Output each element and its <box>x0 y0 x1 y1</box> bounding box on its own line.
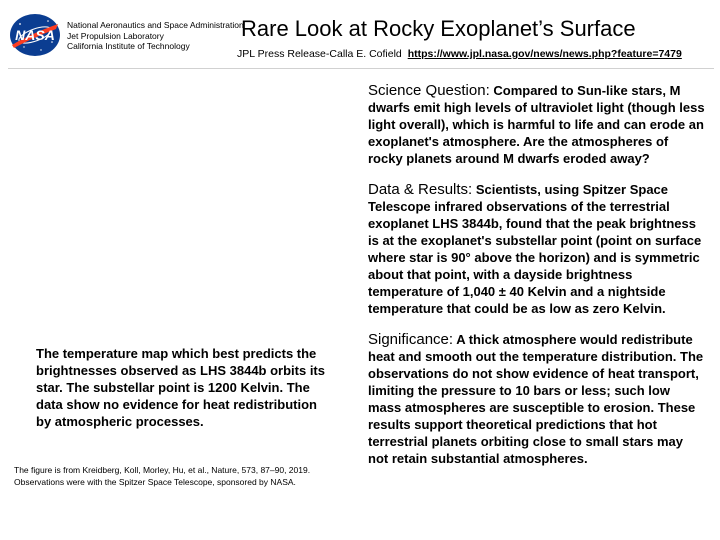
section-body: Telescope infrared observations of the terrestrial exoplanet LHS 3844b, found that the peak brightness is at the exoplanet's substellar point (point on surface where star is 90° above the horizon) and is symmetric about that point, with a dayside brightness temperature of 1,040 ± 40 Kelvin and a nightside temperature that could be as low as zero Kelvin. <box>368 199 702 316</box>
content-column <box>368 82 706 467</box>
credit-line <box>237 48 682 60</box>
section-body: redistribute heat and smooth out the temperature distribution. The observations do not show evidence of heat transport, limiting the pressure to 10 bars or less; such low mass atmospheres are susceptible to erosion. These results support theoretical predictions that hot terrestrial planets orbiting close to small stars may not retain substantial atmospheres. <box>368 332 704 466</box>
section-data-results <box>368 181 706 317</box>
org-line-2: Jet Propulsion Laboratory <box>67 30 164 41</box>
org-line-3: California Institute of Technology <box>67 41 190 51</box>
section-heading: Significance: <box>368 331 454 348</box>
section-heading: Science Question: <box>368 82 490 99</box>
figure-caption: The temperature map which best predicts the brightnesses observed as LHS 3844b orbits its star. The substellar point is 1200 Kelvin. The data show no evidence for heat redistribution by atmospheric processes. <box>36 346 325 429</box>
org-line-1: National Aeronautics and Space Administration <box>67 20 244 30</box>
header-divider <box>8 68 714 69</box>
section-significance <box>368 331 706 467</box>
nasa-logo <box>8 12 62 58</box>
page-title: Rare Look at Rocky Exoplanet’s Surface <box>241 16 636 41</box>
section-lead: A thick atmosphere would <box>456 332 618 347</box>
section-heading: Data & Results: <box>368 181 473 198</box>
section-lead: Scientists, using Spitzer Space <box>475 182 669 197</box>
section-body: M dwarfs emit high levels of ultraviolet light (though less light overall), which is harmful to life and can erode an exoplanet's atmosphere. Are the atmospheres of rocky planets around M dwarfs eroded away? <box>368 83 705 166</box>
logo-wordmark: NASA <box>15 27 55 43</box>
credit-text: JPL Press Release-Calla E. Cofield <box>237 48 402 60</box>
press-release-link[interactable]: https://www.jpl.nasa.gov/news/news.php?feature=7479 <box>407 48 682 60</box>
organization-block <box>67 20 244 52</box>
section-lead: Compared to Sun-like stars, <box>493 83 667 98</box>
section-science-question <box>368 82 706 167</box>
figure-reference: The figure is from Kreidberg, Koll, Morley, Hu, et al., Nature, 573, 87–90, 2019. Observations were with the Spitzer Space Telescope, sponsored by NASA. <box>14 465 311 487</box>
